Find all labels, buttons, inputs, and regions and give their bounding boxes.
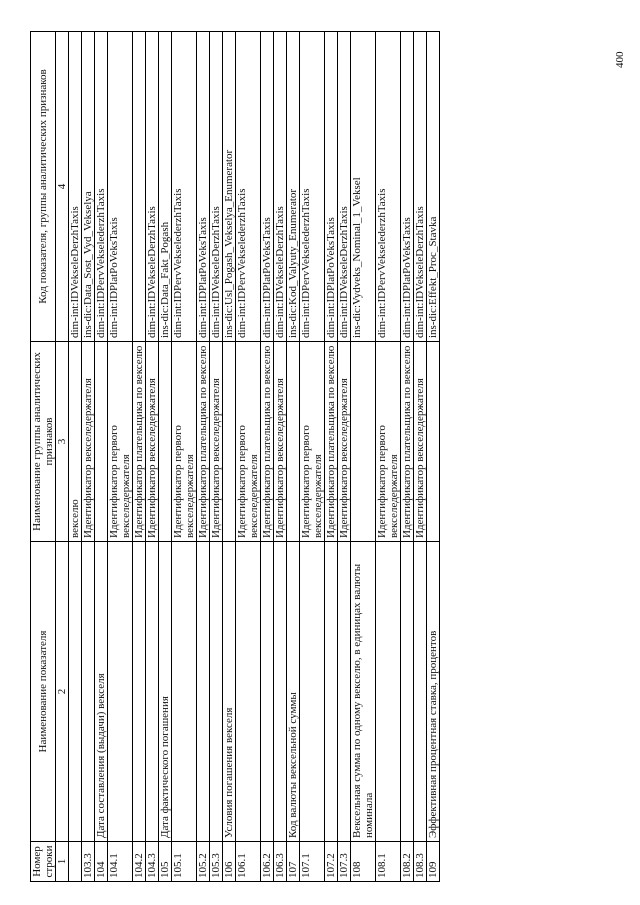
row-number-cell: 107 xyxy=(287,842,300,882)
indicator-name-cell: Условия погашения векселя xyxy=(223,542,236,842)
code-cell: ins-dic:Kod_Valyuty_Enumerator xyxy=(287,32,300,342)
table-row xyxy=(146,32,159,882)
indicator-name-cell: Код валюты вексельной суммы xyxy=(287,542,300,842)
group-name-cell: Идентификатор векселедержателя xyxy=(338,342,351,542)
group-name-cell xyxy=(427,342,440,542)
group-name-cell: Идентификатор векселедержателя xyxy=(146,342,159,542)
table-row xyxy=(414,32,427,882)
indicator-name-cell xyxy=(401,542,414,842)
table-row xyxy=(427,32,440,882)
code-cell: dim-int:IDVekseleDerzhTaxis xyxy=(414,32,427,342)
group-name-cell: Идентификатор плательщика по векселю xyxy=(197,342,210,542)
table-row xyxy=(172,32,197,882)
indicator-name-cell xyxy=(376,542,401,842)
row-number-cell: 108.2 xyxy=(401,842,414,882)
indicator-name-cell: Эффективная процентная ставка, процентов xyxy=(427,542,440,842)
row-number-cell: 103.3 xyxy=(82,842,95,882)
indicator-name-cell xyxy=(172,542,197,842)
code-cell: dim-int:IDPlatPoVeksTaxis xyxy=(108,32,133,342)
indicator-name-cell xyxy=(133,542,146,842)
table-row xyxy=(338,32,351,882)
indicator-name-cell xyxy=(69,542,82,842)
row-number-cell: 105.3 xyxy=(210,842,223,882)
indicator-name-cell xyxy=(274,542,287,842)
indicator-name-cell xyxy=(236,542,261,842)
group-name-cell xyxy=(159,342,172,542)
indicator-name-cell xyxy=(82,542,95,842)
table-row xyxy=(261,32,274,882)
column-number: 4 xyxy=(56,32,69,342)
indicator-name-cell xyxy=(197,542,210,842)
row-number-cell: 104.1 xyxy=(108,842,133,882)
table-row xyxy=(376,32,401,882)
header-code: Код показателя, группы аналитических признаков xyxy=(31,32,56,342)
indicator-name-cell xyxy=(261,542,274,842)
code-cell: dim-int:IDPervVekselederzhTaxis xyxy=(95,32,108,342)
group-name-cell xyxy=(287,342,300,542)
code-cell: ins-dic:Effekt_Proc_Stavka xyxy=(427,32,440,342)
code-cell: ins-dic:Vydveks_Nominal_1_Veksel xyxy=(351,32,376,342)
table-row xyxy=(82,32,95,882)
code-cell: dim-int:IDPervVekselederzhTaxis xyxy=(172,32,197,342)
indicator-name-cell xyxy=(146,542,159,842)
table-row xyxy=(325,32,338,882)
code-cell: dim-int:IDPervVekselederzhTaxis xyxy=(376,32,401,342)
code-cell: dim-int:IDVekseleDerzhTaxis xyxy=(69,32,82,342)
column-number: 3 xyxy=(56,342,69,542)
table-row xyxy=(210,32,223,882)
indicator-name-cell xyxy=(108,542,133,842)
group-name-cell: Идентификатор векселедержателя xyxy=(210,342,223,542)
indicator-name-cell: Дата составления (выдачи) векселя xyxy=(95,542,108,842)
column-number: 2 xyxy=(56,542,69,842)
row-number-cell: 105.2 xyxy=(197,842,210,882)
row-number-cell: 107.3 xyxy=(338,842,351,882)
group-name-cell: Идентификатор первого векселедержателя xyxy=(236,342,261,542)
row-number-cell: 106 xyxy=(223,842,236,882)
group-name-cell: Идентификатор векселедержателя xyxy=(274,342,287,542)
table-row xyxy=(300,32,325,882)
table-row xyxy=(159,32,172,882)
code-cell: dim-int:IDVekseleDerzhTaxis xyxy=(146,32,159,342)
indicator-name-cell xyxy=(338,542,351,842)
table-row xyxy=(351,32,376,882)
table-row xyxy=(287,32,300,882)
table-row xyxy=(236,32,261,882)
row-number-cell: 106.3 xyxy=(274,842,287,882)
code-cell: dim-int:IDPlatPoVeksTaxis xyxy=(401,32,414,342)
code-cell: ins-dic:Usl_Pogash_Vekselya_Enumerator xyxy=(223,32,236,342)
code-cell: dim-int:IDPervVekselederzhTaxis xyxy=(300,32,325,342)
code-cell: ins-dic:Data_Fakt_Pogash xyxy=(159,32,172,342)
indicator-name-cell xyxy=(300,542,325,842)
table-row xyxy=(401,32,414,882)
table-row xyxy=(223,32,236,882)
table-body xyxy=(69,32,440,882)
group-name-cell: Идентификатор плательщика по векселю xyxy=(261,342,274,542)
indicator-name-cell: Вексельная сумма по одному векселю, в единицах валюты номинала xyxy=(351,542,376,842)
row-number-cell: 108.3 xyxy=(414,842,427,882)
row-number-cell: 104 xyxy=(95,842,108,882)
row-number-cell: 106.2 xyxy=(261,842,274,882)
header-row xyxy=(31,32,56,882)
group-name-cell: Идентификатор первого векселедержателя xyxy=(172,342,197,542)
row-number-cell: 106.1 xyxy=(236,842,261,882)
indicator-name-cell xyxy=(325,542,338,842)
indicator-name-cell xyxy=(414,542,427,842)
indicators-table xyxy=(30,31,440,882)
group-name-cell: Идентификатор векселедержателя xyxy=(82,342,95,542)
code-cell: dim-int:IDPlatPoVeksTaxis xyxy=(325,32,338,342)
table-row xyxy=(95,32,108,882)
header-indicator-name: Наименование показателя xyxy=(31,542,56,842)
indicator-name-cell: Дата фактического погашения xyxy=(159,542,172,842)
group-name-cell: векселю xyxy=(69,342,82,542)
code-cell: dim-int:IDVekseleDerzhTaxis xyxy=(274,32,287,342)
group-name-cell: Идентификатор первого векселедержателя xyxy=(108,342,133,542)
indicator-name-cell xyxy=(210,542,223,842)
header-row-number: Номер строки xyxy=(31,842,56,882)
group-name-cell: Идентификатор первого векселедержателя xyxy=(300,342,325,542)
column-number: 1 xyxy=(56,842,69,882)
table-row xyxy=(197,32,210,882)
row-number-cell: 108.1 xyxy=(376,842,401,882)
row-number-cell: 109 xyxy=(427,842,440,882)
row-number-cell: 104.3 xyxy=(146,842,159,882)
table-row xyxy=(274,32,287,882)
document-page xyxy=(30,32,630,882)
group-name-cell: Идентификатор плательщика по векселю xyxy=(133,342,146,542)
group-name-cell: Идентификатор первого векселедержателя xyxy=(376,342,401,542)
row-number-cell: 107.1 xyxy=(300,842,325,882)
code-cell xyxy=(133,32,146,342)
code-cell: dim-int:IDVekseleDerzhTaxis xyxy=(210,32,223,342)
row-number-cell: 105.1 xyxy=(172,842,197,882)
row-number-cell xyxy=(69,842,82,882)
row-number-cell: 105 xyxy=(159,842,172,882)
code-cell: dim-int:IDPlatPoVeksTaxis xyxy=(197,32,210,342)
group-name-cell: Идентификатор плательщика по векселю xyxy=(325,342,338,542)
code-cell: dim-int:IDPervVekselederzhTaxis xyxy=(236,32,261,342)
row-number-cell: 104.2 xyxy=(133,842,146,882)
code-cell: ins-dic:Data_Sost_Vyd_Vekselya xyxy=(82,32,95,342)
group-name-cell xyxy=(95,342,108,542)
table-row xyxy=(133,32,146,882)
group-name-cell xyxy=(351,342,376,542)
column-number-row xyxy=(56,32,69,882)
group-name-cell: Идентификатор плательщика по векселю xyxy=(401,342,414,542)
row-number-cell: 107.2 xyxy=(325,842,338,882)
page-number: 400 xyxy=(614,51,626,68)
group-name-cell: Идентификатор векселедержателя xyxy=(414,342,427,542)
group-name-cell xyxy=(223,342,236,542)
table-row xyxy=(108,32,133,882)
code-cell: dim-int:IDVekseleDerzhTaxis xyxy=(338,32,351,342)
header-group-name: Наименование группы аналитических признаков xyxy=(31,342,56,542)
row-number-cell: 108 xyxy=(351,842,376,882)
table-row xyxy=(69,32,82,882)
code-cell: dim-int:IDPlatPoVeksTaxis xyxy=(261,32,274,342)
